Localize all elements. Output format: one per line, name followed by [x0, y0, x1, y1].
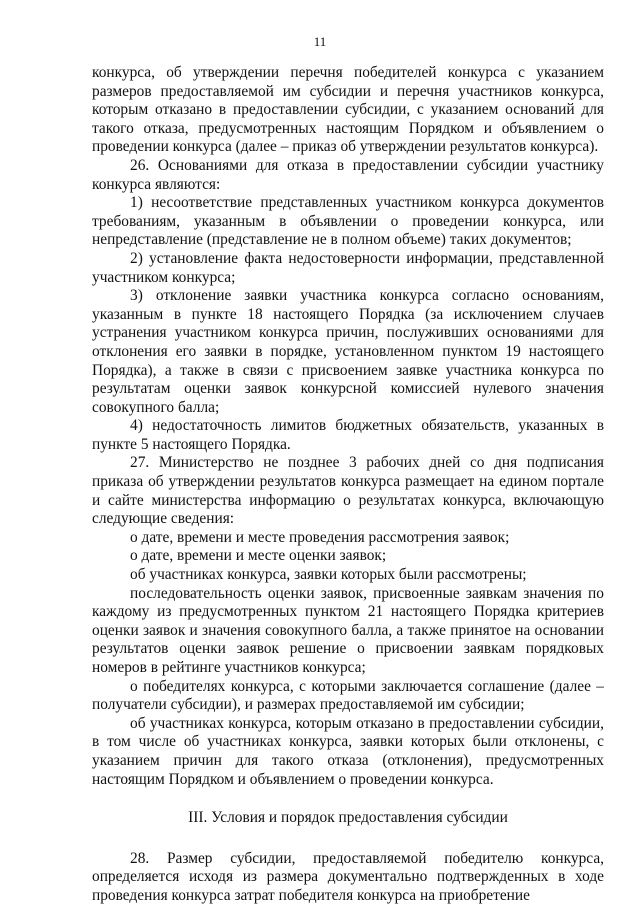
info-item-refused-participants: об участниках конкурса, которым отказано в предоставлении субсидии, в том числе об участниках конкурса, заявки которых были отклонены, с указанием причин для такого отказа (отклонения), предусмотренных настоящим Порядком и объявлением о проведении конкурса. [92, 714, 604, 788]
section-heading: III. Условия и порядок предоставления субсидии [188, 809, 508, 827]
paragraph-28: 28. Размер субсидии, предоставляемой победителю конкурса, определяется исходя из размера документально подтвержденных в ходе проведения конкурса затрат победителя конкурса на приобретение [92, 849, 604, 904]
info-item-evaluation-date: о дате, времени и месте оценки заявок; [130, 547, 387, 565]
paragraph-27: 27. Министерство не позднее 3 рабочих дней со дня подписания приказа об утверждении результатов конкурса размещает на едином портале и сайте министерства информацию о результатах конкурса, включающую следующие сведения: [92, 454, 604, 528]
info-item-winners: о победителях конкурса, с которыми заключается соглашение (далее – получатели субсидии), и размерах предоставляемой им субсидии; [92, 677, 604, 714]
list-item-4: 4) недостаточность лимитов бюджетных обязательств, указанных в пункте 5 настоящего Порядка. [92, 417, 604, 453]
list-item-2: 2) установление факта недостоверности информации, представленной участником конкурса; [92, 249, 604, 286]
list-item-1: 1) несоответствие представленных участником конкурса документов требованиям, указанным в объявлении о проведении конкурса, или непредставление (представление не в полном объеме) таких документов; [92, 194, 604, 249]
page-number: 11 [313, 34, 327, 49]
info-item-reviewed-participants: об участниках конкурса, заявки которых были рассмотрены; [130, 566, 527, 584]
info-item-evaluation-sequence: последовательность оценки заявок, присвоенные заявкам значения по каждому из предусмотренных пунктом 21 настоящего Порядка критериев оценки заявок и значения совокупного балла, а также принятое на основании результатов оценки заявок решение о присвоении заявкам порядковых номеров в рейтинге участников конкурса; [92, 584, 604, 676]
paragraph-26: 26. Основаниями для отказа в предоставлении субсидии участнику конкурса являются: [92, 156, 604, 193]
list-item-3: 3) отклонение заявки участника конкурса согласно основаниям, указанным в пункте 18 настоящего Порядка (за исключением случаев устранения участником конкурса причин, послуживших основаниями для отклонения его заявки в порядке, установленном пунктом 19 настоящего Порядка), а также в связи с присвоением заявке участника конкурса по результатам оценки заявок конкурсной комиссией нулевого значения совокупного балла; [92, 287, 604, 416]
paragraph-continuation: конкурса, об утверждении перечня победителей конкурса с указанием размеров предоставляемой им субсидии и перечня участников конкурса, которым отказано в предоставлении субсидии, с указанием оснований для такого отказа, предусмотренных настоящим Порядком и объявлением о проведении конкурса (далее – приказ об утверждении результатов конкурса). [92, 64, 604, 156]
info-item-review-date: о дате, времени и месте проведения рассмотрения заявок; [130, 528, 510, 546]
document-body [92, 64, 604, 906]
